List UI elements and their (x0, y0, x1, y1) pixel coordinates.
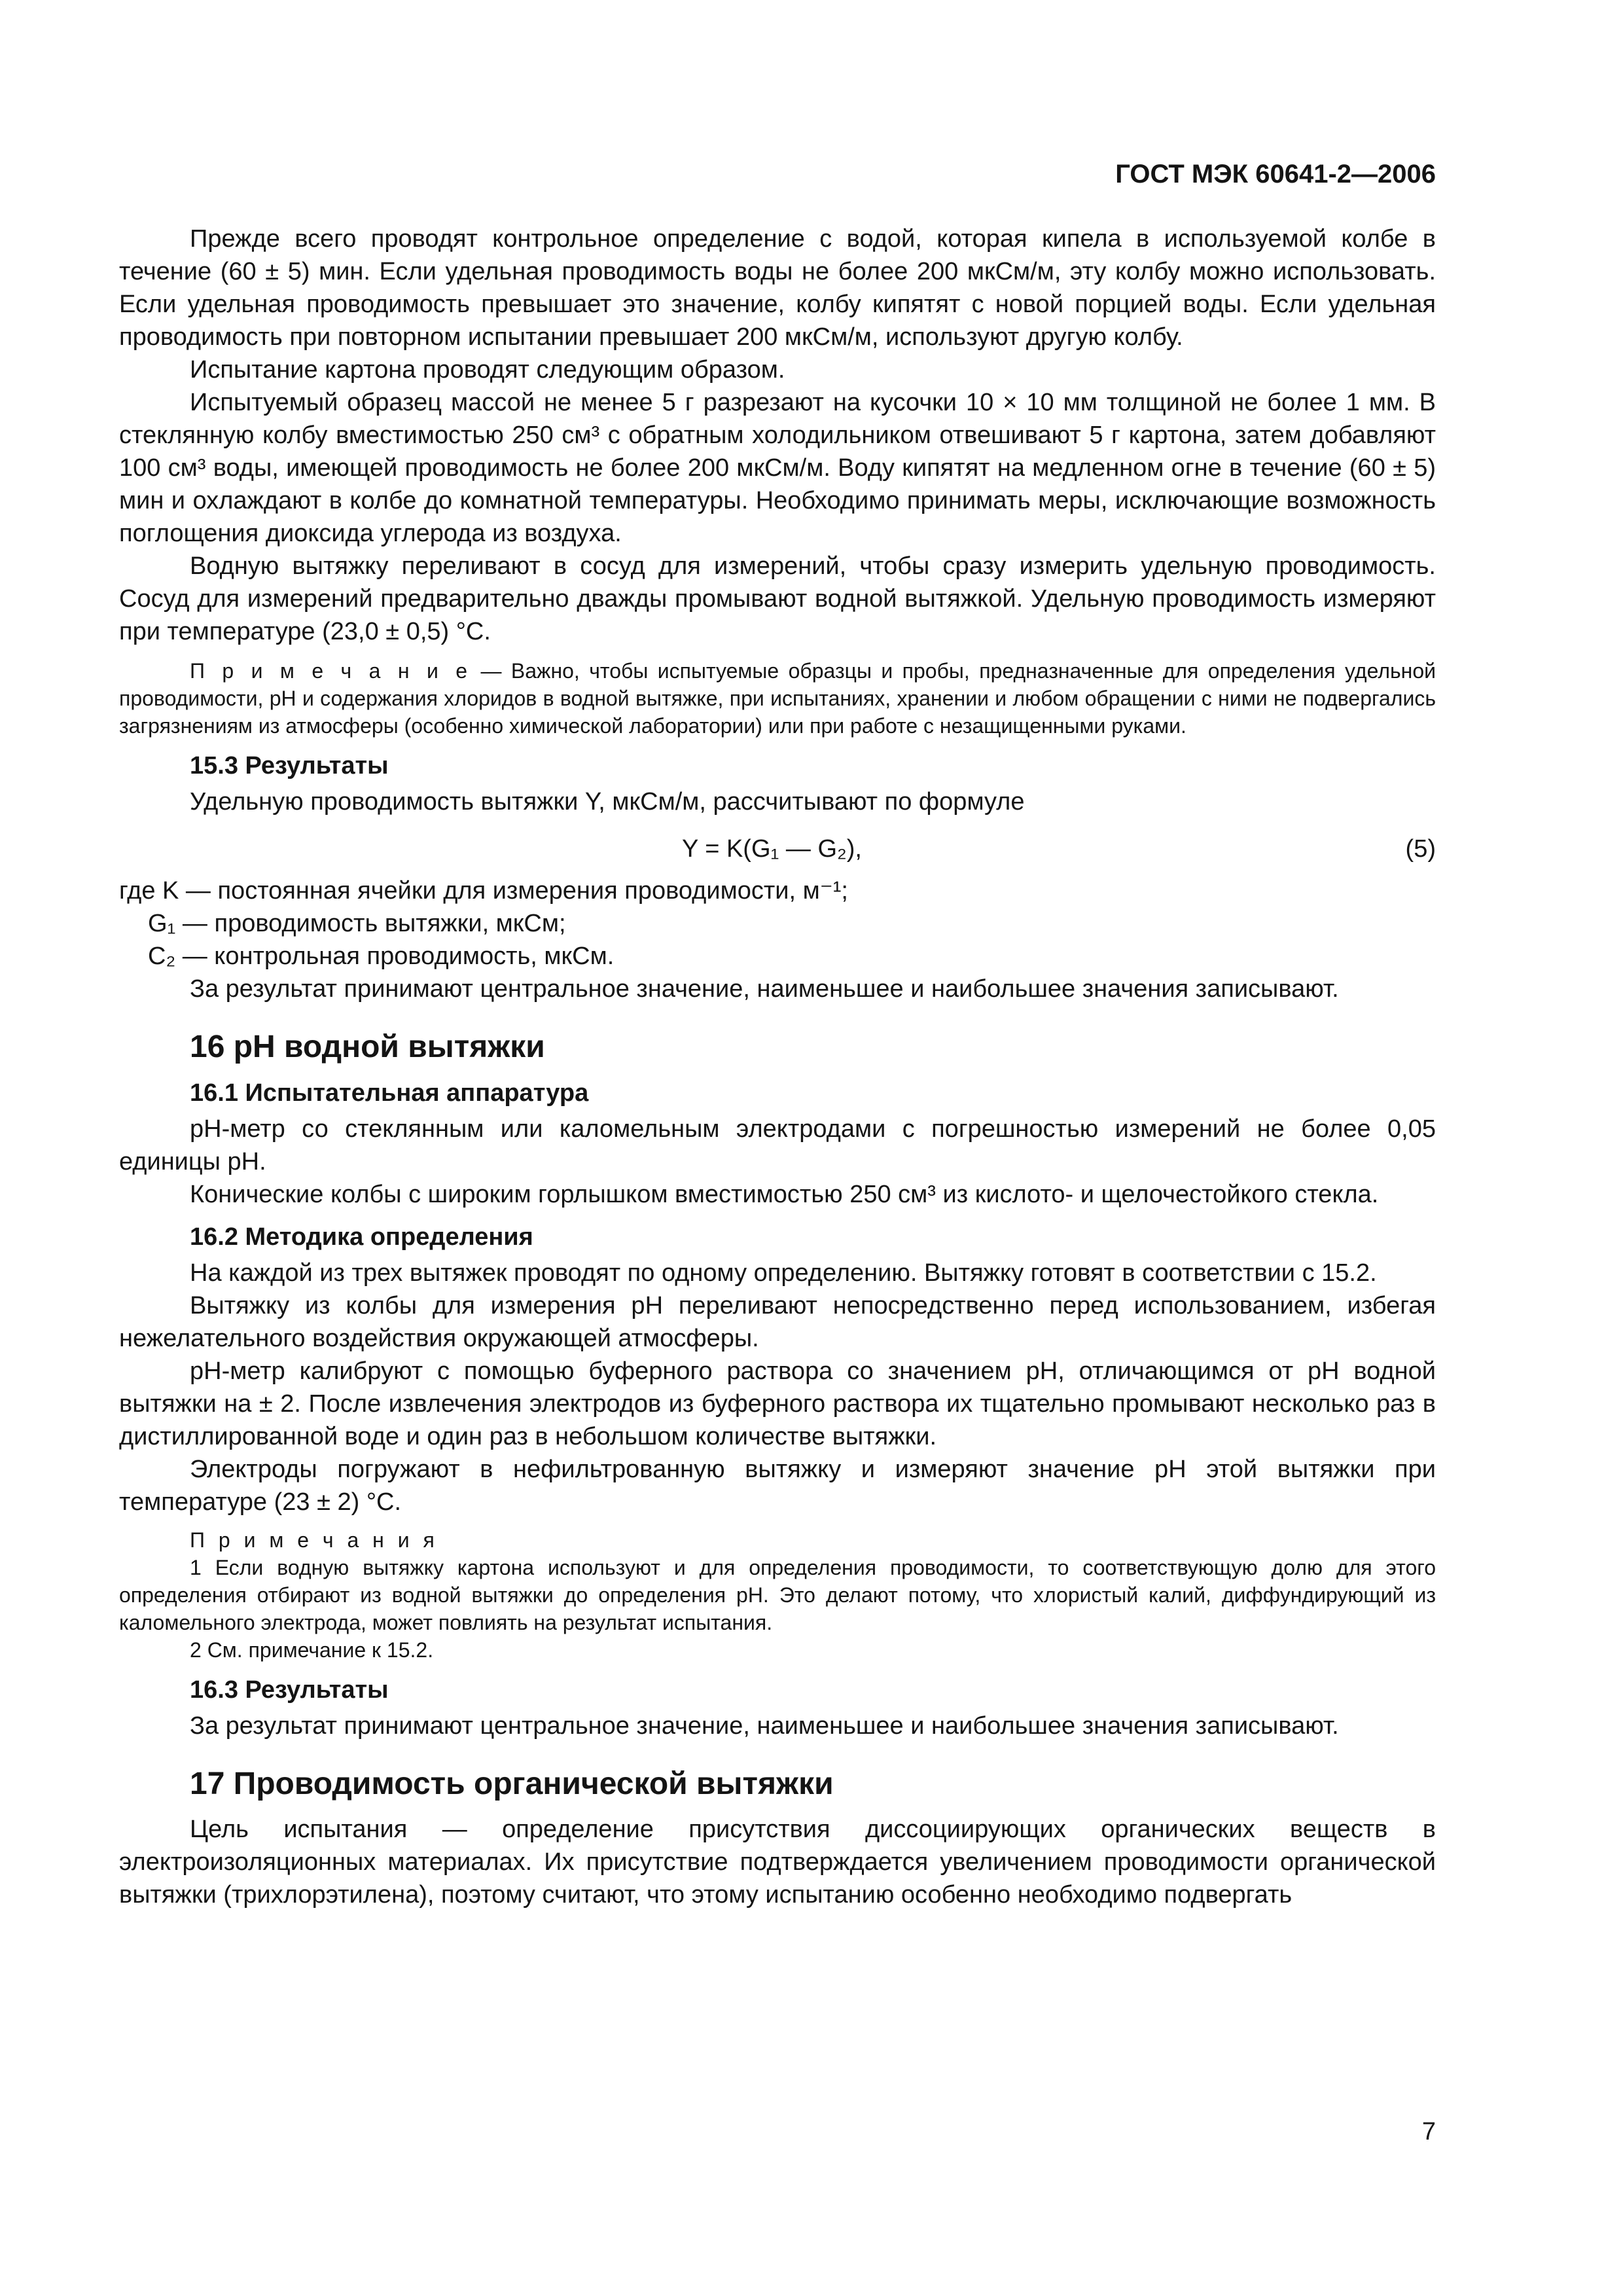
paragraph: Испытание картона проводят следующим образом. (190, 356, 785, 384)
page-content (119, 223, 1436, 1911)
formula: Y = K(G₁ — G₂), (682, 835, 862, 863)
section-heading-16-1: 16.1 Испытательная аппаратура (190, 1079, 589, 1107)
paragraph: pH-метр калибруют с помощью буферного раствора со значением pH, отличающимся от pH водной вытяжки на ± 2. После извлечения электродов из буферного раствора их тщательно промывают несколько раз в дистиллированной воде и один раз в небольшом количестве вытяжки. (119, 1357, 1436, 1450)
paragraph: Водную вытяжку переливают в сосуд для измерений, чтобы сразу измерить удельную проводимость. Сосуд для измерений предварительно дважды промывают водной вытяжкой. Удельную проводимость измеряют при температуре (23,0 ± 0,5) °С. (119, 552, 1436, 645)
paragraph: Цель испытания — определение присутствия диссоциирующих органических веществ в электроизоляционных материалах. Их присутствие подтверждается увеличением проводимости органической вытяжки (трихлорэтилена), поэтому считают, что этому испытанию особенно необходимо подвергать (119, 1816, 1436, 1909)
note: 1 Если водную вытяжку картона используют и для определения проводимости, то соответствующую долю для этого определения отбирают из водной вытяжки до определения pH. Это делают потому, что хлористый калий, диффундирующий из каломельного электрода, может повлиять на результат испытания. (119, 1556, 1436, 1634)
paragraph: Вытяжку из колбы для измерения pH переливают непосредственно перед использованием, избегая нежелательного воздействия окружающей атмосферы. (119, 1292, 1436, 1352)
paragraph: За результат принимают центральное значение, наименьшее и наибольшее значения записывают. (190, 975, 1339, 1003)
section-heading-16-3: 16.3 Результаты (190, 1676, 389, 1704)
paragraph: Удельную проводимость вытяжки Y, мкСм/м, рассчитывают по формуле (190, 788, 1025, 816)
definition: G₁ — проводимость вытяжки, мкСм; (148, 910, 566, 937)
paragraph: Испытуемый образец массой не менее 5 г разрезают на кусочки 10 × 10 мм толщиной не более 1 мм. В стеклянную колбу вместимостью 250 см³ с обратным холодильником отвешивают 5 г картона, затем добавляют 100 см³ воды, имеющей проводимость не более 200 мкСм/м. Воду кипятят на медленном огне в течение (60 ± 5) мин и охлаждают в колбе до комнатной температуры. Необходимо принимать меры, исключающие возможность поглощения диоксида углерода из воздуха. (119, 389, 1436, 547)
formula-row (119, 830, 1436, 868)
definition: C₂ — контрольная проводимость, мкСм. (148, 942, 615, 970)
notes-label: П р и м е ч а н и я (190, 1528, 438, 1552)
page-number: 7 (1421, 2118, 1436, 2145)
note: 2 См. примечание к 15.2. (190, 1638, 434, 1662)
paragraph: pH-метр со стеклянным или каломельным электродами с погрешностью измерений не более 0,05 единицы pH. (119, 1115, 1436, 1175)
definition: где K — постоянная ячейки для измерения проводимости, м⁻¹; (119, 877, 848, 905)
paragraph: Прежде всего проводят контрольное определение с водой, которая кипела в используемой колбе в течение (60 ± 5) мин. Если удельная проводимость воды не более 200 мкСм/м, эту колбу можно использовать. Если удельная проводимость превышает это значение, колбу кипятят с новой порцией воды. Если удельная проводимость при повторном испытании превышает 200 мкСм/м, используют другую колбу. (119, 225, 1436, 351)
note (119, 657, 1436, 740)
formula-number: (5) (1405, 835, 1436, 863)
note-text: — Важно, чтобы испытуемые образцы и пробы, предназначенные для определения удельной проводимости, pH и содержания хлоридов в водной вытяжке, при испытаниях, хранении и любом обращении с ними не подвергались загрязнениям из атмосферы (особенно химической лаборатории) или при работе с незащищенными руками. (119, 659, 1436, 738)
formula-definitions (119, 874, 1436, 973)
paragraph: На каждой из трех вытяжек проводят по одному определению. Вытяжку готовят в соответствии с 15.2. (190, 1259, 1377, 1287)
note-label: П р и м е ч а н и е (190, 659, 472, 683)
standard-header: ГОСТ МЭК 60641-2—2006 (1115, 160, 1436, 188)
section-heading-15-3: 15.3 Результаты (190, 752, 389, 780)
paragraph: За результат принимают центральное значение, наименьшее и наибольшее значения записывают. (190, 1712, 1339, 1740)
section-heading-17: 17 Проводимость органической вытяжки (190, 1767, 834, 1801)
paragraph: Электроды погружают в нефильтрованную вытяжку и измеряют значение pH этой вытяжки при температуре (23 ± 2) °С. (119, 1456, 1436, 1516)
section-heading-16-2: 16.2 Методика определения (190, 1223, 533, 1251)
section-heading-16: 16 pH водной вытяжки (190, 1030, 545, 1064)
paragraph: Конические колбы с широким горлышком вместимостью 250 см³ из кислото- и щелочестойкого стекла. (190, 1181, 1379, 1208)
